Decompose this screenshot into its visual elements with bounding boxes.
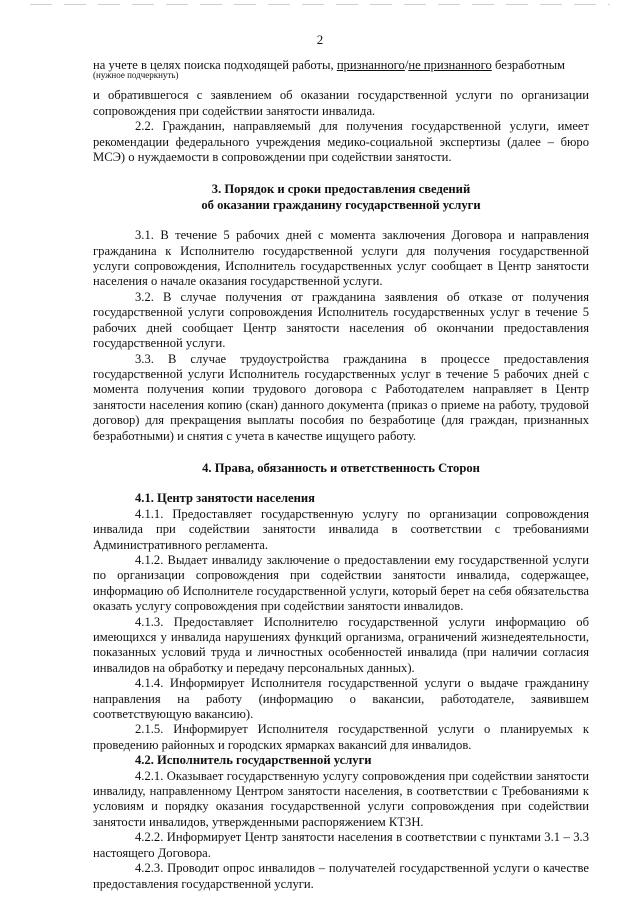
option-recognized: признанного (336, 58, 405, 72)
paragraph-4-1-3: 4.1.3. Предоставляет Исполнителю государственной услуги информацию об имеющихся у инвалида нарушениях функций организма, ограничений жизнедеятельности, показанных условий труда и личностных особенностей инвалида (при наличии согласия инвалидов на обработку и передачу персональных данных). (93, 614, 589, 675)
subsection-4-1-title: 4.1. Центр занятости населения (135, 491, 315, 506)
scan-top-edge (30, 4, 610, 5)
paragraph-4-1-4: 4.1.4. Информирует Исполнителя государственной услуги о выдаче гражданину направления на работу (информацию о вакансии, работодателе, заявившем соответствующую вакансию). (93, 676, 589, 722)
page-number: 2 (316, 32, 324, 47)
document-body (93, 58, 589, 892)
section-3-title-line-1: 3. Порядок и сроки предоставления сведений (211, 182, 471, 197)
paragraph-4-2-3: 4.2.3. Проводит опрос инвалидов – получателей государственной услуги о качестве предоставления государственной услуги. (93, 861, 589, 891)
paragraph-3-1: 3.1. В течение 5 рабочих дней с момента заключения Договора и направления гражданина к Исполнителю государственной услуги для получения государственной услуги сопровождения, Исполнитель государственных услуг сообщает в Центр занятости населения о начале оказания государственной услуги. (93, 228, 589, 289)
paragraph-3-2: 3.2. В случае получения от гражданина заявления об отказе от получения государственной услуги сопровождения Исполнитель государственных услуг в течение 5 рабочих дней сообщает Центр занятости населения об окончании предоставления государственной услуги. (93, 289, 589, 351)
line-unemployed-status: на учете в целях поиска подходящей работы, признанного/не признанного безработным (93, 58, 566, 72)
section-4-title: 4. Права, обязанность и ответственность Сторон (202, 460, 480, 475)
option-not-recognized: не признанного (408, 58, 492, 72)
section-3-title-line-2: об оказании гражданину государственной услуги (201, 197, 481, 212)
subsection-4-2-title: 4.2. Исполнитель государственной услуги (135, 753, 372, 768)
paragraph-4-2-2: 4.2.2. Информирует Центр занятости населения в соответствии с пунктами 3.1 – 3.3 настоящего Договора. (93, 830, 589, 860)
paragraph-4-2-1: 4.2.1. Оказывает государственную услугу сопровождения при содействии занятости инвалиду, направленному Центром занятости населения, в соответствии с Требованиями к условиям и порядку оказания государственной услуги сопровождения при содействии занятости инвалидов, утвержденными распоряжением КТЗН. (93, 768, 589, 829)
paragraph-4-1-1: 4.1.1. Предоставляет государственную услугу по организации сопровождения инвалида при содействии занятости инвалида в соответствии с требованиями Административного регламента. (93, 506, 589, 552)
paragraph-3-3: 3.3. В случае трудоустройства гражданина в процессе предоставления государственной услуги Исполнитель государственных услуг в течение 5 рабочих дней с момента получения копии трудового договора с Работодателем направляет в Центр занятости населения копию (скан) данного документа (приказ о приеме на работу, трудовой договор) для прекращения выплаты пособия по безработице (для граждан, признанных безработными) и снятия с учета в качестве ищущего работу. (93, 351, 589, 443)
paragraph-4-1-2: 4.1.2. Выдает инвалиду заключение о предоставлении ему государственной услуги по организации сопровождения при содействии занятости инвалида, содержащее, информацию об Исполнителе государственной услуги, который берет на себя обязательства оказать услугу сопровождения при содействии занятости инвалидов. (93, 552, 589, 614)
paragraph-2-1-5: 2.1.5. Информирует Исполнителя государственной услуги о планируемых к проведению районных и городских ярмарках вакансий для инвалидов. (93, 722, 589, 752)
paragraph-application: и обратившегося с заявлением об оказании государственной услуги по организации сопровождения при содействии занятости инвалида. (93, 88, 589, 118)
paragraph-2-2: 2.2. Гражданин, направляемый для получения государственной услуги, имеет рекомендации федерального учреждения медико-социальной экспертизы (далее – бюро МСЭ) о нуждаемости в сопровождении при содействии занятости. (93, 119, 589, 165)
underline-hint: (нужное подчеркнуть) (93, 70, 179, 81)
